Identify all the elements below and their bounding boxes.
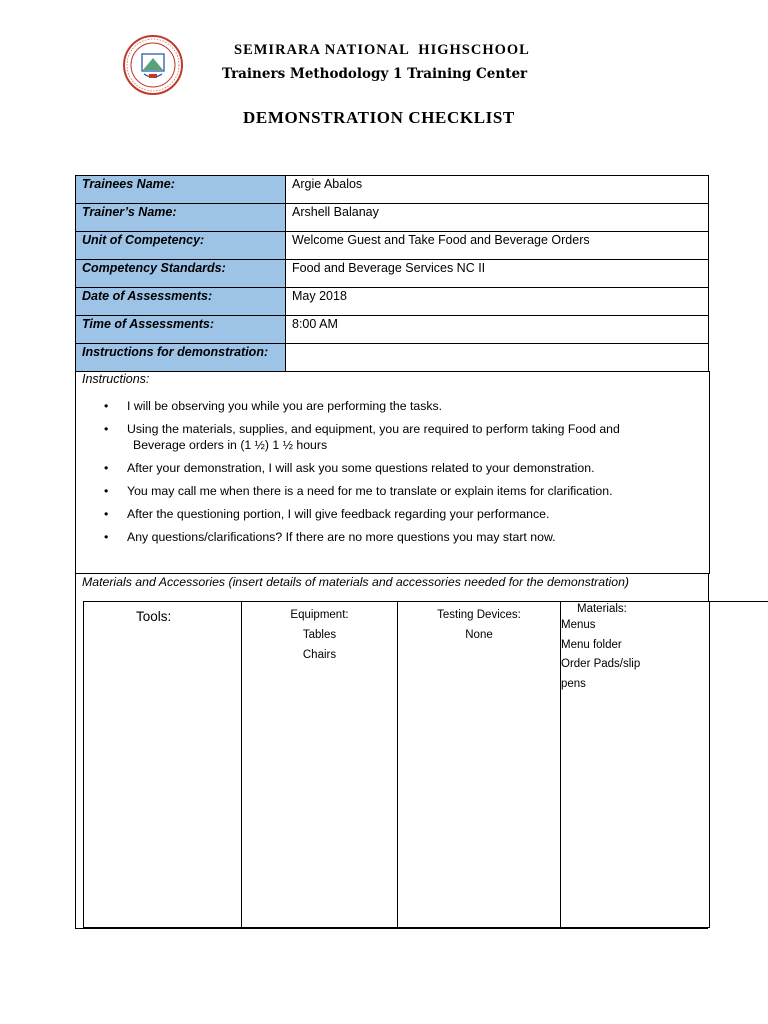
instruction-text: You may call me when there is a need for me to translate or explain items for clarification. xyxy=(127,484,613,498)
date-of-assessment-label: Date of Assessments: xyxy=(76,288,286,316)
info-row-date xyxy=(76,288,709,316)
trainee-info-table xyxy=(75,175,709,372)
info-row-standards xyxy=(76,260,709,288)
material-item: Menu folder xyxy=(561,638,622,651)
document-title: DEMONSTRATION CHECKLIST xyxy=(243,108,515,127)
instruction-text: After the questioning portion, I will give feedback regarding your performance. xyxy=(127,507,550,521)
date-of-assessment-value: May 2018 xyxy=(286,288,709,316)
instructions-list xyxy=(104,398,684,552)
tools-column xyxy=(84,602,242,928)
instruction-item xyxy=(104,421,684,453)
section-border-bottom xyxy=(75,928,708,929)
time-of-assessment-value: 8:00 AM xyxy=(286,316,709,344)
bullet-icon: • xyxy=(104,484,109,498)
bullet-icon: • xyxy=(104,507,109,521)
testing-devices-label: Testing Devices: xyxy=(437,609,521,621)
materials-column xyxy=(561,602,710,928)
competency-standards-value: Food and Beverage Services NC II xyxy=(286,260,709,288)
tools-label: Tools: xyxy=(136,609,172,624)
info-row-instructions xyxy=(76,344,709,372)
section-border-left xyxy=(75,573,76,929)
trainee-name-value: Argie Abalos xyxy=(286,176,709,204)
trainer-name-label: Trainer’s Name: xyxy=(76,204,286,232)
instruction-text: I will be observing you while you are performing the tasks. xyxy=(127,399,443,413)
equipment-item: Chairs xyxy=(302,649,337,661)
instruction-item xyxy=(104,398,684,414)
equipment-label: Equipment: xyxy=(290,609,349,621)
instruction-item xyxy=(104,483,684,499)
info-row-trainee xyxy=(76,176,709,204)
bullet-icon: • xyxy=(104,530,109,544)
instructions-for-demonstration-value xyxy=(286,344,709,372)
bullet-icon: • xyxy=(104,422,109,436)
training-center-name: Trainers Methodology 1 Training Center xyxy=(222,66,528,82)
materials-table xyxy=(83,601,768,928)
material-item: Menus xyxy=(561,619,596,631)
instruction-text: Any questions/clarifications? If there are no more questions you may start now. xyxy=(127,530,556,544)
unit-of-competency-label: Unit of Competency: xyxy=(76,232,286,260)
bullet-icon: • xyxy=(104,399,109,413)
instruction-item xyxy=(104,506,684,522)
material-item: pens xyxy=(561,677,586,690)
school-seal-logo xyxy=(122,34,184,96)
bullet-icon: • xyxy=(104,461,109,475)
testing-device-item: None xyxy=(465,629,493,641)
info-row-time xyxy=(76,316,709,344)
material-item: Order Pads/slip xyxy=(561,658,641,670)
info-row-trainer xyxy=(76,204,709,232)
equipment-item: Tables xyxy=(302,629,337,641)
trainer-name-value: Arshell Balanay xyxy=(286,204,709,232)
materials-label: Materials: xyxy=(577,603,627,615)
materials-row xyxy=(84,602,768,928)
instruction-item xyxy=(104,460,684,476)
materials-heading: Materials and Accessories (insert details of materials and accessories needed for the demonstration) xyxy=(82,575,630,589)
time-of-assessment-label: Time of Assessments: xyxy=(76,316,286,344)
instruction-text: Using the materials, supplies, and equipment, you are required to perform taking Food and xyxy=(127,422,620,436)
unit-of-competency-value: Welcome Guest and Take Food and Beverage Orders xyxy=(286,232,709,260)
testing-devices-column xyxy=(398,602,561,928)
empty-column xyxy=(710,602,768,928)
instructions-heading: Instructions: xyxy=(82,372,150,386)
section-border-right xyxy=(708,573,709,602)
instruction-item xyxy=(104,529,684,545)
instructions-for-demonstration-label: Instructions for demonstration: xyxy=(76,344,286,372)
equipment-column xyxy=(242,602,398,928)
trainee-name-label: Trainees Name: xyxy=(76,176,286,204)
competency-standards-label: Competency Standards: xyxy=(76,260,286,288)
info-row-unit xyxy=(76,232,709,260)
instruction-text: After your demonstration, I will ask you some questions related to your demonstration. xyxy=(127,461,595,475)
school-name: SEMIRARA NATIONAL HIGHSCHOOL xyxy=(234,42,530,58)
instruction-text-continued: Beverage orders in (1 ½) 1 ½ hours xyxy=(133,438,328,452)
